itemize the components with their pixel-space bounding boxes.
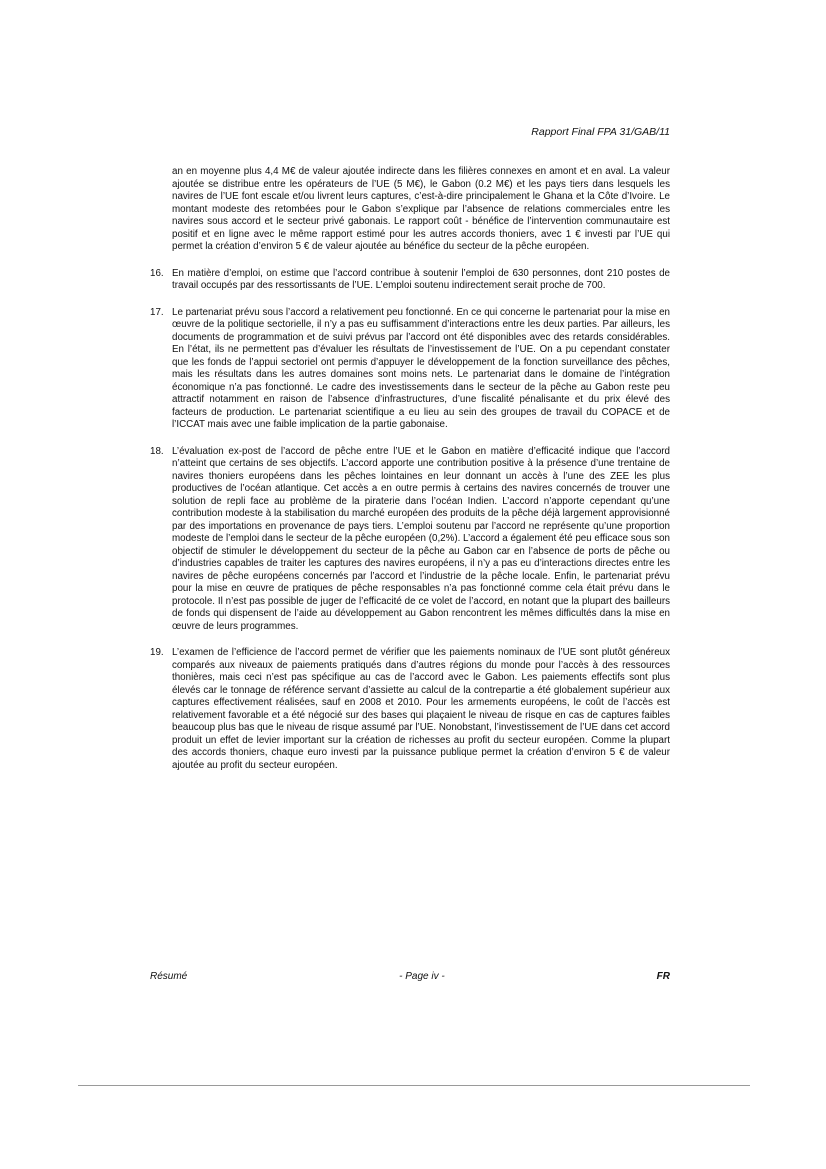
item-number: 18. xyxy=(150,445,164,457)
footer-language-code: FR xyxy=(656,971,670,982)
footer-section-label: Résumé xyxy=(150,971,188,982)
list-item xyxy=(150,647,670,772)
item-number: 17. xyxy=(150,306,164,318)
list-item xyxy=(150,446,670,634)
footer-page-number: - Page iv - xyxy=(399,971,445,982)
item-text: En matière d’emploi, on estime que l’accord contribue à soutenir l’emploi de 630 personnes, dont 210 postes de travail occupés par des ressortissants de l’UE. L’emploi soutenu indirectement serait proche de 700. xyxy=(172,267,670,291)
bottom-divider xyxy=(78,1085,750,1086)
page-footer xyxy=(150,971,670,982)
list-item xyxy=(150,268,670,293)
running-header: Rapport Final FPA 31/GAB/11 xyxy=(531,126,670,138)
item-number: 16. xyxy=(150,267,164,279)
list-item xyxy=(150,307,670,432)
document-body xyxy=(150,166,670,786)
item-text: Le partenariat prévu sous l’accord a relativement peu fonctionné. En ce qui concerne le partenariat pour la mise en œuvre de la politique sectorielle, il n’y a pas eu suffisamment d’interactions entre les deux parties. Par ailleurs, les documents de programmation et de suivi prévus par l’accord ont été disponibles avec des retards considérables. En l’état, ils ne permettent pas d’évaluer les résultats de l’investissement de l’UE. On a pu cependant constater que les fonds de l’appui sectoriel ont permis d’appuyer le développement de la fonction surveillance des pêches, mais les résultats dans les autres domaines sont moins nets. Le partenariat dans le domaine de l’intégration économique n’a pas fonctionné. Le cadre des investissements dans le secteur de la pêche au Gabon reste peu attractif notamment en raison de l’absence d’infrastructures, d’une fiscalité pénalisante et du prix élevé des facteurs de production. Le partenariat scientifique a eu lieu au sein des groupes de travail du COPACE et de l’ICCAT mais avec une faible implication de la partie gabonaise. xyxy=(172,306,670,430)
continuation-paragraph: an en moyenne plus 4,4 M€ de valeur ajoutée indirecte dans les filières connexes en amont et en aval. La valeur ajoutée se distribue entre les opérateurs de l’UE (5 M€), le Gabon (0.2 M€) et les pays tiers dans lesquels les navires de l’UE font escale et/ou livrent leurs captures, c’est-à-dire principalement le Ghana et la Côte d’Ivoire. Le montant modeste des retombées pour le Gabon s’explique par l’absence de relations commerciales entre les navires sous accord et le secteur privé gabonais. Le rapport coût - bénéfice de l’intervention communautaire est positif et en ligne avec le même rapport estimé pour les autres accords thoniers, avec 1 € investi par l’UE qui permet la création d’environ 5 € de valeur ajoutée au bénéfice du secteur de la pêche européen. xyxy=(172,166,670,252)
item-text: L’évaluation ex-post de l’accord de pêche entre l’UE et le Gabon en matière d’efficacité indique que l’accord n’atteint que certains de ses objectifs. L’accord apporte une contribution positive à la présence d’une trentaine de navires thoniers européens dans les pêches lointaines en leur donnant un accès à l’une des ZEE les plus productives de l’océan atlantique. Cet accès a en outre permis à certains des navires concernés de trouver une solution de repli face au problème de la piraterie dans l’océan Indien. L’accord n’apporte cependant qu’une contribution modeste à la stabilisation du marché européen des produits de la pêche déjà largement approvisionné par des importations en provenance de pays tiers. L’emploi soutenu par l’accord ne représente qu’une proportion modeste de l’emploi dans le secteur de la pêche européen (0,2%). L’accord a également été peu efficace sous son objectif de stimuler le développement du secteur de la pêche au Gabon car en l’absence de ports de pêche ou d’industries capables de traiter les captures des navires européens, il n’y a pas eu d’interactions directes entre les navires de pêche européens concernés par l’accord et l’industrie de la pêche locale. Enfin, le partenariat prévu pour la mise en œuvre de pratiques de pêche responsables n’a pas fonctionné comme cela était prévu dans le protocole. Il n’est pas possible de juger de l’efficacité de ce volet de l’accord, en notant que la plupart des bailleurs de fonds qui dispensent de l’aide au développement au Gabon rencontrent les mêmes difficultés dans la mise en œuvre de leurs programmes. xyxy=(172,445,670,632)
item-number: 19. xyxy=(150,647,164,658)
item-text: L’examen de l’efficience de l’accord permet de vérifier que les paiements nominaux de l’UE sont plutôt généreux comparés aux niveaux de paiements pratiqués dans d’autres régions du monde pour l’accès à des ressources thonières, mais ceci n’est pas spécifique au cas de l’accord avec le Gabon. Les paiements effectifs sont plus élevés car le tonnage de référence servant d’assiette au calcul de la contrepartie a été globalement supérieur aux captures effectivement réalisées, sauf en 2008 et 2010. Pour les armements européens, le coût de l’accès est relativement favorable et a été négocié sur des bases qui plaçaient le niveau de risque en cas de captures faibles beaucoup plus bas que le niveau de risque assumé par l’UE. Nonobstant, l’investissement de l’UE dans cet accord produit un effet de levier important sur la création de richesses au profit du secteur européen. Comme la plupart des accords thoniers, chaque euro investi par la puissance publique permet la création d’environ 5 € de valeur ajoutée au profit du secteur européen. xyxy=(172,647,670,771)
